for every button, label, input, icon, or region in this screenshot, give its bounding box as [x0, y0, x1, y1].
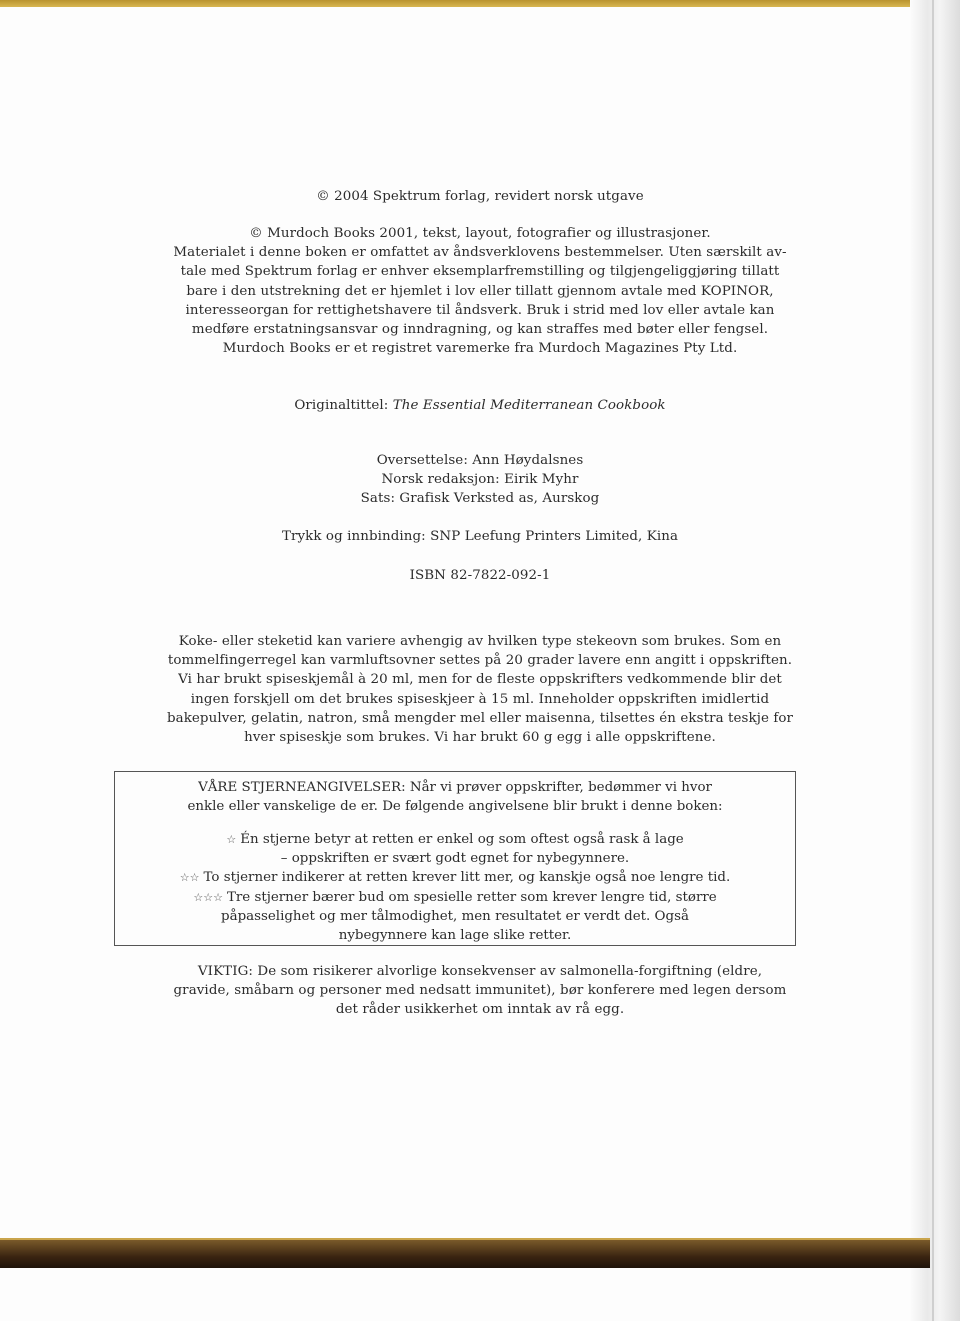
cooking-note-line: Koke- eller steketid kan variere avhengig av hvilken type stekeovn som brukes. Som en [178, 634, 782, 649]
two-star-rating: ☆☆ To stjerner indikerer at retten krever litt mer, og kanskje også noe lengre tid. [179, 870, 731, 886]
three-star-rating: ☆☆☆ Tre stjerner bærer bud om spesielle retter som krever lengre tid, større [193, 889, 717, 905]
isbn: ISBN 82-7822-092-1 [409, 568, 551, 583]
original-title [140, 396, 820, 415]
credits [140, 451, 820, 509]
copyright-paragraph-line: medføre erstatningsansvar og inndragning, og kan straffes med bøter eller fengsel. [191, 322, 769, 338]
copyright-paragraph-line: © Murdoch Books 2001, tekst, layout, fotografier og illustrasjoner. [249, 226, 711, 241]
bottom-cover-edge [0, 1240, 930, 1268]
star-icon: ☆ [226, 833, 237, 846]
star-ratings-box [114, 771, 796, 946]
original-title-label: Originaltittel: [294, 398, 393, 413]
top-cover-edge [0, 0, 930, 7]
one-star-rating: ☆ Én stjerne betyr at retten er enkel og som oftest også rask å lage [226, 832, 684, 847]
star-icon: ☆ [189, 871, 200, 885]
cooking-note-line: ingen forskjell om det brukes spiseskjeer à 15 ml. Inneholder oppskriften imidlertid [190, 691, 770, 707]
copyright-paragraph-line: bare i den utstrekning det er hjemlet i lov eller tillatt gjennom avtale med KOPINOR, [186, 283, 774, 299]
right-page-fold [932, 0, 934, 1321]
cooking-note [140, 632, 820, 747]
copyright-paragraph [140, 224, 820, 358]
cooking-note-line: hver spiseskje som brukes. Vi har brukt 60 g egg i alle oppskriftene. [244, 730, 716, 746]
star-ratings-intro: VÅRE STJERNEANGIVELSER: Når vi prøver oppskrifter, bedømmer vi hvor enkle eller vanskelige de er. De følgende angivelsene blir brukt i denne boken: [187, 780, 723, 815]
warning-line: VIKTIG: De som risikerer alvorlige konsekvenser av salmonella-forgiftning (eldre, [197, 964, 763, 979]
star-icon: ☆ [193, 890, 204, 904]
credit-line: Sats: Grafisk Verksted as, Aurskog [360, 491, 600, 507]
cooking-note-line: Vi har brukt spiseskjemål à 20 ml, men for de fleste oppskrifters vedkommende blir det [178, 672, 782, 688]
right-page-edge [910, 0, 960, 1321]
copyright-paragraph-line: Murdoch Books er et registret varemerke fra Murdoch Magazines Pty Ltd. [222, 341, 738, 357]
warning-line: det råder usikkerhet om inntak av rå egg. [335, 1002, 625, 1018]
copyright-paragraph-line: interesseorgan for rettighetshavere til åndsverk. Bruk i strid med lov eller avtale kan [185, 302, 775, 318]
copyright-paragraph-line: Materialet i denne boken er omfattet av åndsverklovens bestemmelser. Uten særskilt av- [173, 245, 787, 261]
credit-line: Norsk redaksjon: Eirik Myhr [381, 472, 579, 488]
star-ratings-list: ☆ Én stjerne betyr at retten er enkel og som oftest også rask å lage – oppskriften er svært godt egnet for nybegynnere. ☆☆ To stjerner indikerer at retten krever litt mer, og kanskje også noe lengre tid. ☆☆☆ Tre stjerner bærer bud om spesielle retter som krever lengre tid, større påpasselighet og mer tålmodighet, men resultatet er verdt det. Også nybegynnere kan lage slike retter. [115, 830, 795, 945]
cooking-note-line: bakepulver, gelatin, natron, små mengder mel eller maisenna, tilsettes én ekstra teskje for [166, 710, 794, 726]
star-icon: ☆ [213, 890, 223, 904]
star-icon: ☆ [203, 890, 214, 904]
copyright-paragraph-line: tale med Spektrum forlag er enhver eksemplarfremstilling og tilgjengeliggjøring tillatt [180, 264, 780, 280]
original-title-text: The Essential Mediterranean Cookbook [392, 398, 666, 413]
salmonella-warning [140, 962, 820, 1020]
credit-line: Oversettelse: Ann Høydalsnes [376, 453, 584, 468]
cooking-note-line: tommelfingerregel kan varmluftsovner settes på 20 grader lavere enn angitt i oppskriften. [167, 653, 793, 669]
warning-line: gravide, småbarn og personer med nedsatt immunitet), bør konferere med legen dersom [173, 983, 787, 999]
star-icon: ☆ [179, 871, 190, 885]
printing-info: Trykk og innbinding: SNP Leefung Printers Limited, Kina [281, 529, 679, 544]
copyright-line: © 2004 Spektrum forlag, revidert norsk utgave [316, 189, 644, 204]
